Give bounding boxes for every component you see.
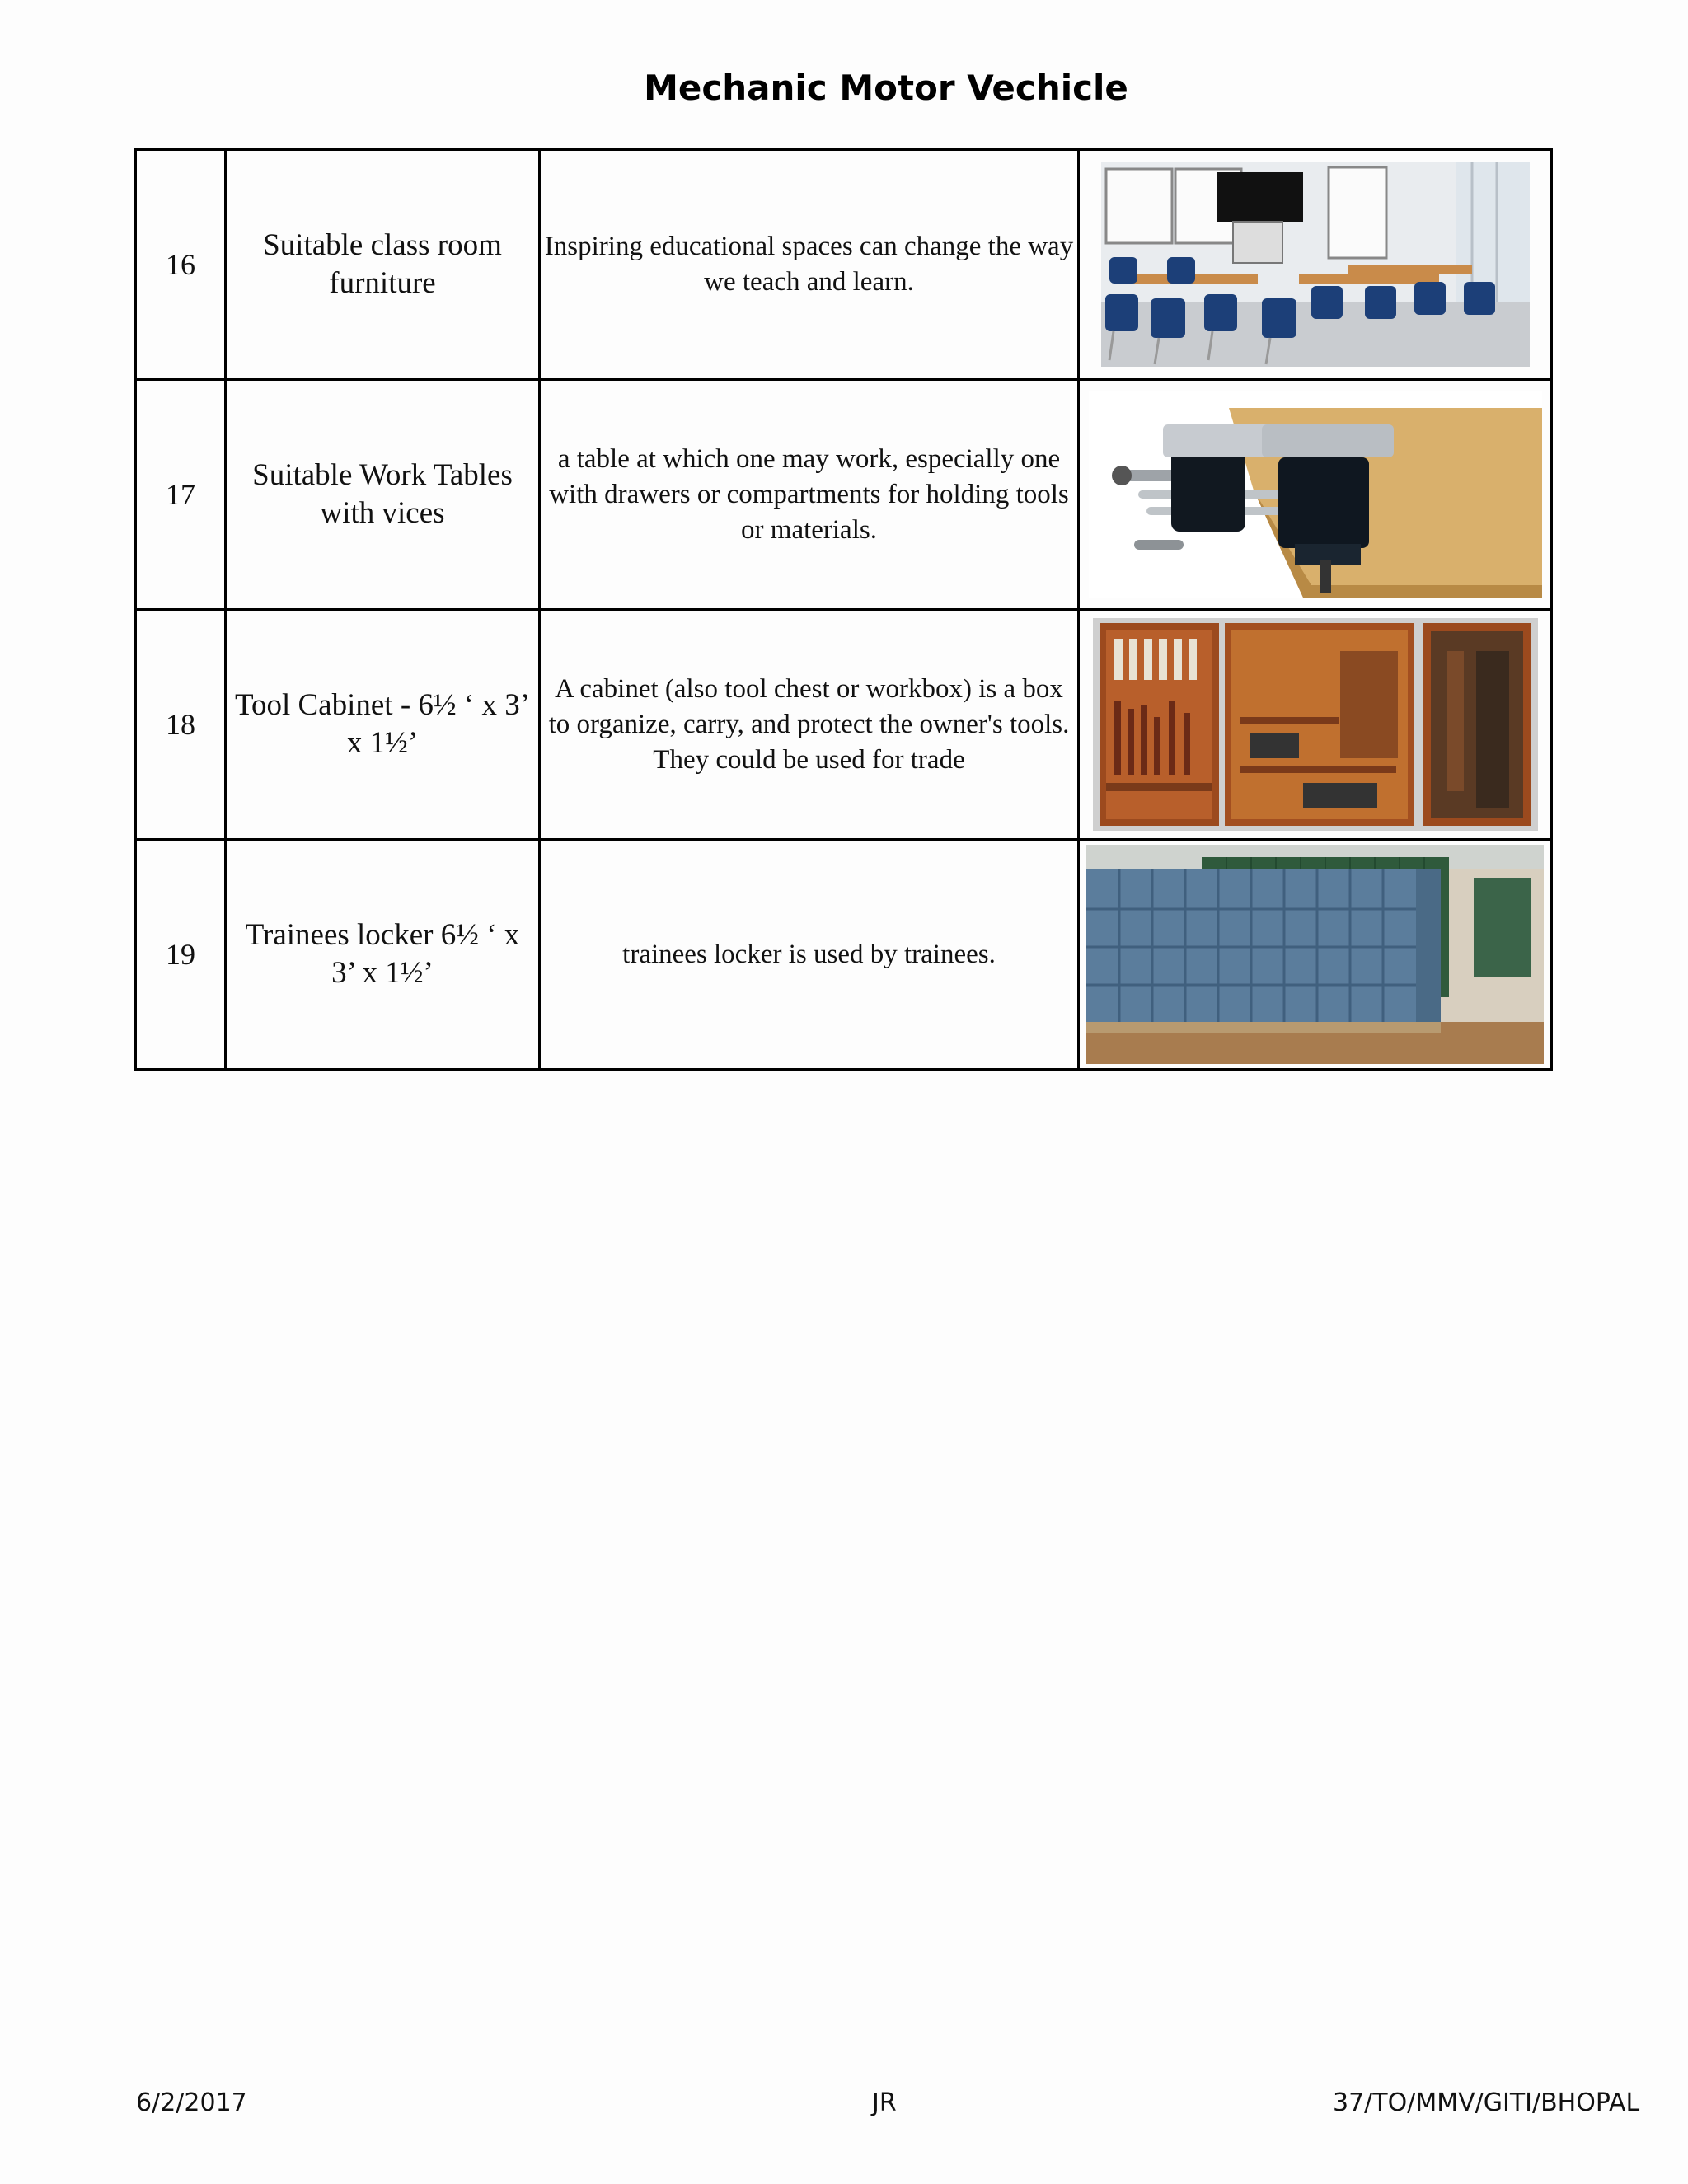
lockers-photo [1086,845,1544,1064]
table-row [136,380,1552,610]
row-number: 19 [136,840,226,1070]
page-title: Mechanic Motor Vechicle [644,68,1128,108]
item-name: Suitable Work Tables with vices [226,380,540,610]
item-description: Inspiring educational spaces can change the way we teach and learn. [540,150,1079,380]
item-name: Suitable class room furniture [226,150,540,380]
row-number: 16 [136,150,226,380]
row-number: 18 [136,610,226,840]
row-number: 17 [136,380,226,610]
footer-date: 6/2/2017 [136,2088,247,2117]
footer-reference: 37/TO/MMV/GITI/BHOPAL [1333,2088,1640,2117]
table-row [136,840,1552,1070]
item-name: Tool Cabinet - 6½ ‘ x 3’ x 1½’ [226,610,540,840]
table-row [136,150,1552,380]
item-description: A cabinet (also tool chest or workbox) is a box to organize, carry, and protect the owner's tools. They could be used for trade [540,610,1079,840]
item-description: trainees locker is used by trainees. [540,840,1079,1070]
footer-initials: JR [872,2088,897,2117]
tool-cabinet-photo [1093,618,1538,831]
item-name: Trainees locker 6½ ‘ x 3’ x 1½’ [226,840,540,1070]
classroom-photo [1101,162,1530,367]
equipment-table [134,148,1553,1071]
bench-vice-photo [1089,391,1542,598]
table-row [136,610,1552,840]
item-description: a table at which one may work, especially one with drawers or compartments for holding tools or materials. [540,380,1079,610]
